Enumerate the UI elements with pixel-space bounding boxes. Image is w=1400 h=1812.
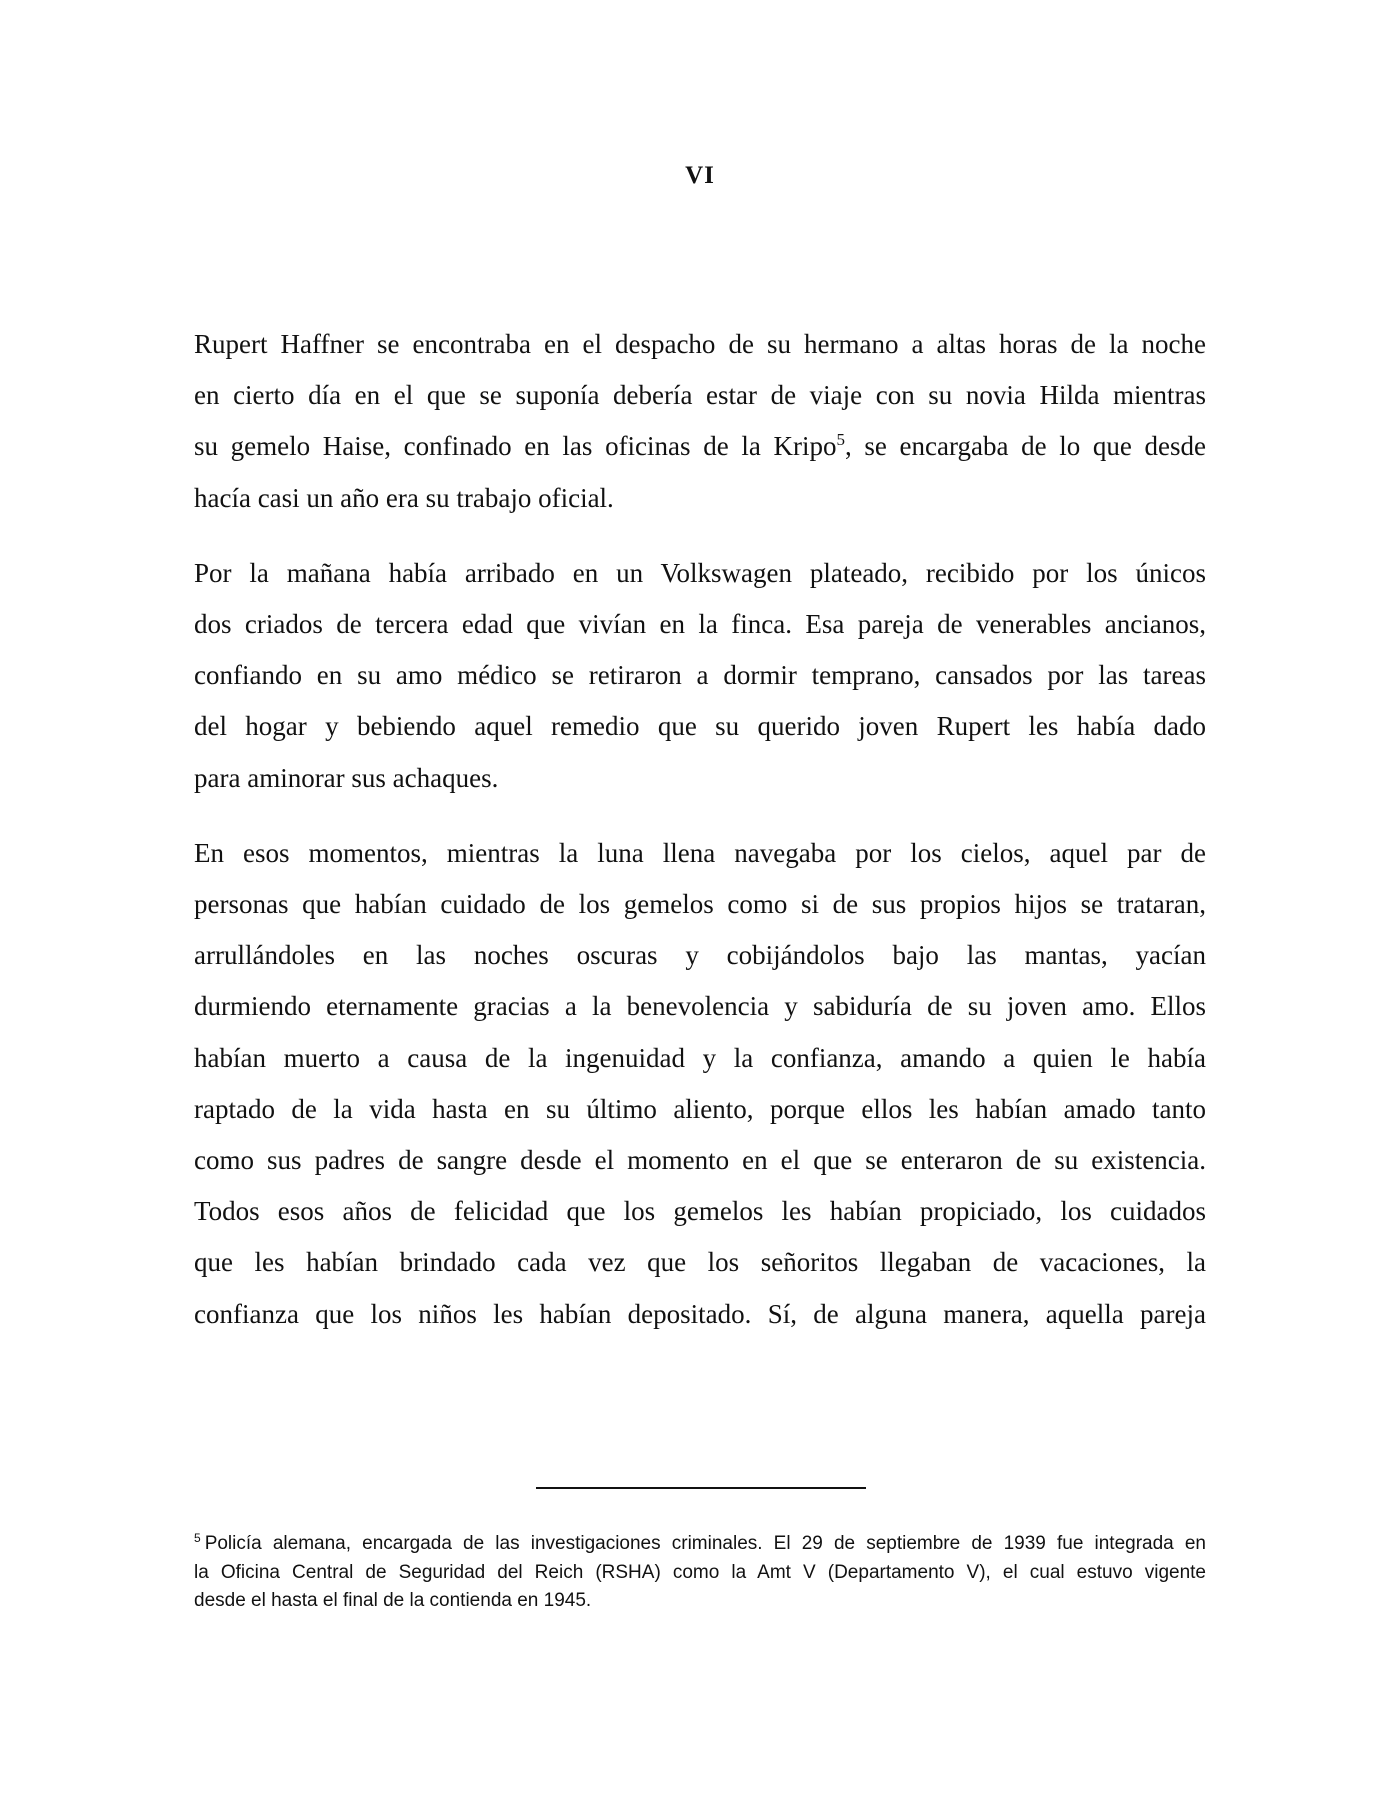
text-line: del hogar y bebiendo aquel remedio que su querido joven Rupert les había dado (194, 711, 1206, 742)
footnote-line: desde el hasta el final de la contienda en 1945. (194, 1590, 592, 1611)
body-text (194, 319, 1206, 1364)
paragraph-1 (194, 319, 1206, 524)
text-line-with-footnote-ref (194, 421, 1206, 472)
text-line: habían muerto a causa de la ingenuidad y la confianza, amando a quien le había (194, 1042, 1206, 1073)
text-line: raptado de la vida hasta en su último aliento, porque ellos les habían amado tanto (194, 1093, 1206, 1124)
text-line: confianza que los niños les habían depositado. Sí, de alguna manera, aquella pareja (194, 1298, 1206, 1329)
text-line: Rupert Haffner se encontraba en el despacho de su hermano a altas horas de la noche (194, 329, 1206, 359)
footnote-reference[interactable]: 5 (836, 430, 845, 450)
text-segment: su gemelo Haise, confinado en las oficinas de la Kripo (194, 431, 837, 462)
text-line: arrullándoles en las noches oscuras y cobijándolos bajo las mantas, yacían (194, 940, 1206, 971)
paragraph-2 (194, 548, 1206, 804)
footnote-text: Policía alemana, encargada de las investigaciones criminales. El 29 de septiembre de 1939 fue integrada en (204, 1533, 1206, 1554)
text-line: Por la mañana había arribado en un Volkswagen plateado, recibido por los únicos (194, 557, 1206, 588)
paragraph-3 (194, 828, 1206, 1340)
footnote-number: 5 (194, 1530, 201, 1545)
text-segment: , se encargaba de lo que desde (844, 431, 1207, 462)
footnote-separator (536, 1487, 866, 1489)
text-line: En esos momentos, mientras la luna llena navegaba por los cielos, aquel par de (194, 837, 1206, 868)
text-line: para aminorar sus achaques. (194, 762, 499, 793)
text-line: personas que habían cuidado de los gemelos como si de sus propios hijos se trataran, (194, 889, 1206, 920)
text-line: Todos esos años de felicidad que los gemelos les habían propiciado, los cuidados (194, 1196, 1206, 1227)
text-line: hacía casi un año era su trabajo oficial. (194, 482, 614, 513)
footnote (194, 1530, 1206, 1616)
text-line: durmiendo eternamente gracias a la benevolencia y sabiduría de su joven amo. Ellos (194, 991, 1206, 1022)
text-line: dos criados de tercera edad que vivían en la finca. Esa pareja de venerables ancianos, (194, 609, 1206, 640)
text-line: como sus padres de sangre desde el momento en el que se enteraron de su existencia. (194, 1145, 1206, 1176)
chapter-title: VI (685, 162, 715, 189)
footnote-line (194, 1530, 1206, 1559)
text-line: que les habían brindado cada vez que los señoritos llegaban de vacaciones, la (194, 1247, 1206, 1278)
text-line: confiando en su amo médico se retiraron a dormir temprano, cansados por las tareas (194, 660, 1206, 691)
text-line: en cierto día en el que se suponía debería estar de viaje con su novia Hilda mientras (194, 380, 1206, 411)
footnote-line: la Oficina Central de Seguridad del Reich (RSHA) como la Amt V (Departamento V), el cual estuvo vigente (194, 1561, 1206, 1583)
